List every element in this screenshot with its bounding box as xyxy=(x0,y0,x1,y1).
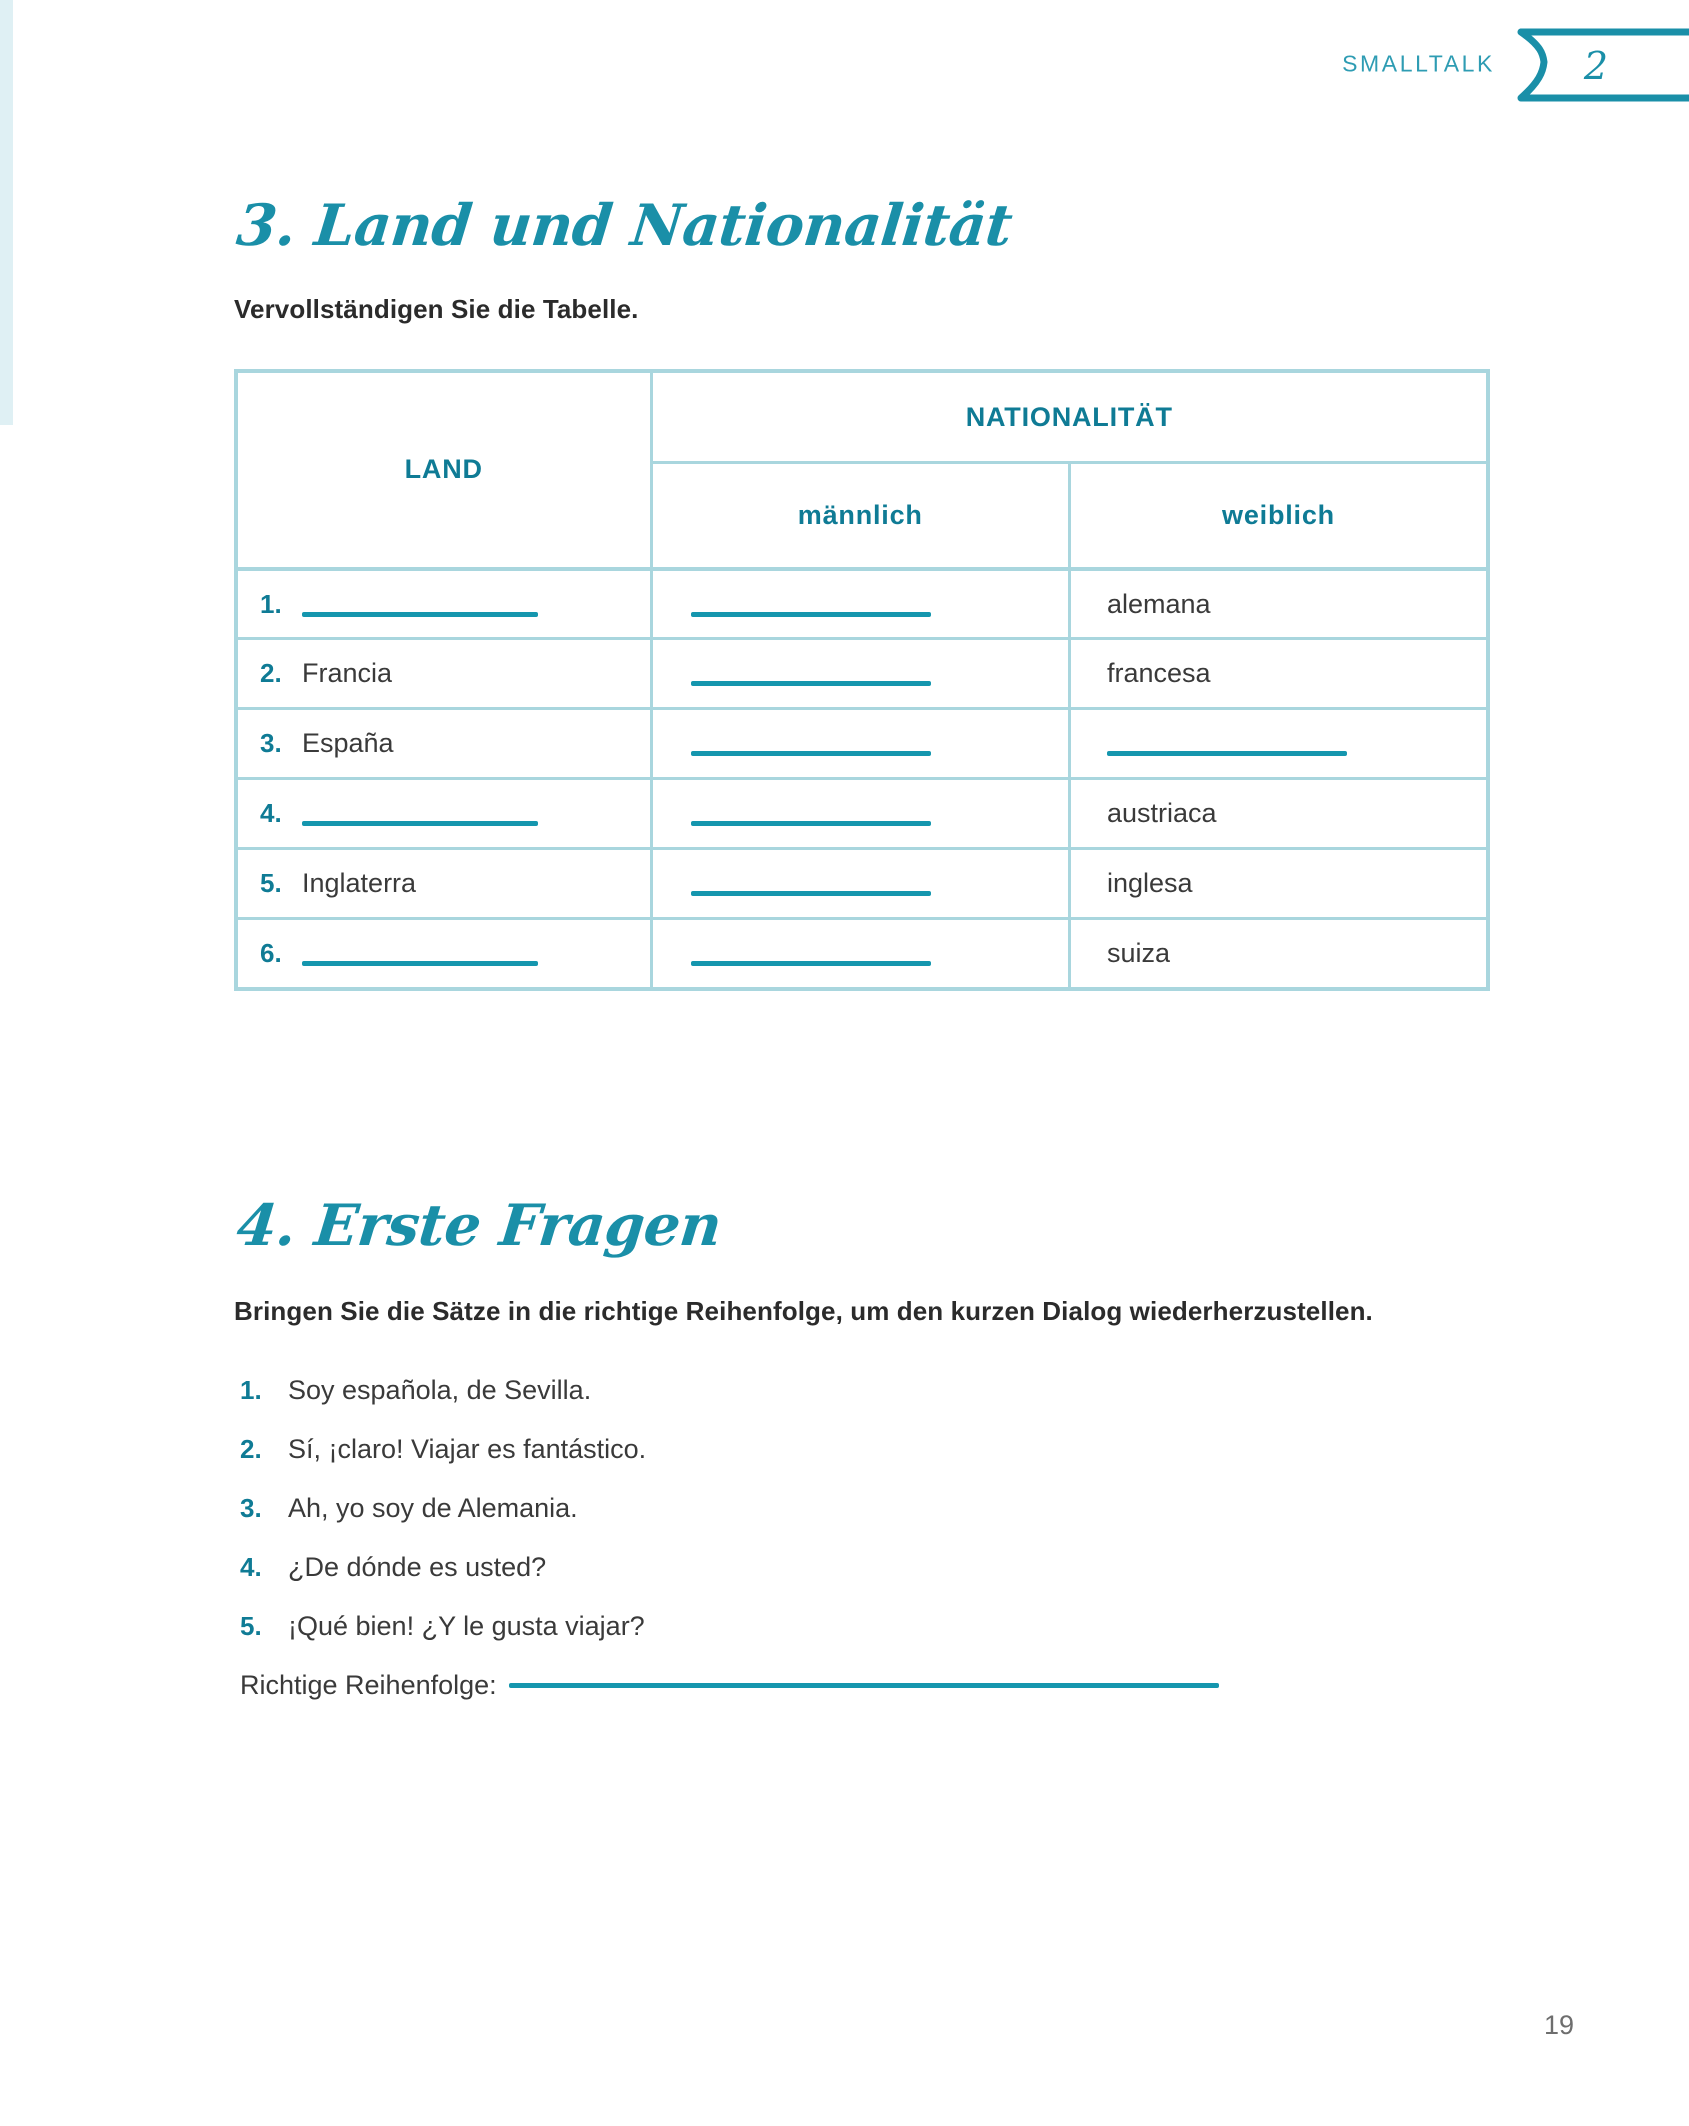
cell-maennlich-1[interactable] xyxy=(651,569,1070,639)
cell-land-4[interactable] xyxy=(236,779,651,849)
list-item[interactable] xyxy=(240,1552,1490,1583)
cell-land-3 xyxy=(236,709,651,779)
sentence-text-5: ¡Qué bien! ¿Y le gusta viajar? xyxy=(288,1610,645,1641)
blank-line-land-4[interactable] xyxy=(302,821,538,826)
row-number-1: 1. xyxy=(260,588,282,619)
cell-maennlich-2[interactable] xyxy=(651,639,1070,709)
answer-blank-line[interactable] xyxy=(509,1683,1219,1688)
cell-land-1[interactable] xyxy=(236,569,651,639)
value-land-2: Francia xyxy=(302,658,393,689)
blank-line-maennlich-4[interactable] xyxy=(691,821,931,826)
cell-weiblich-6 xyxy=(1070,919,1489,989)
cell-weiblich-4 xyxy=(1070,779,1489,849)
sentence-list xyxy=(234,1375,1490,1642)
answer-row xyxy=(234,1670,1490,1701)
row-number-4: 4. xyxy=(260,798,282,829)
list-item[interactable] xyxy=(240,1493,1490,1524)
column-header-land: LAND xyxy=(236,371,651,569)
exercise-3-heading: 3. Land und Nationalität xyxy=(233,192,1016,259)
value-land-3: España xyxy=(302,728,394,759)
column-header-nationalitaet: NATIONALITÄT xyxy=(651,371,1488,463)
blank-line-maennlich-1[interactable] xyxy=(691,612,931,617)
exercise-4 xyxy=(233,1192,1490,1701)
table-row xyxy=(236,569,1488,639)
sentence-number-3: 3. xyxy=(240,1492,262,1523)
column-header-maennlich: männlich xyxy=(651,463,1070,569)
cell-land-5 xyxy=(236,849,651,919)
list-item[interactable] xyxy=(240,1375,1490,1406)
page-number: 19 xyxy=(1543,2010,1574,2040)
value-weiblich-2: francesa xyxy=(1107,658,1211,689)
table-row xyxy=(236,849,1488,919)
cell-weiblich-5 xyxy=(1070,849,1489,919)
table-head xyxy=(236,371,1488,569)
value-weiblich-4: austriaca xyxy=(1107,798,1217,829)
table-row xyxy=(236,919,1488,989)
chapter-number: 2 xyxy=(1583,44,1609,89)
row-number-2: 2. xyxy=(260,658,282,689)
sentence-number-2: 2. xyxy=(240,1433,262,1464)
value-weiblich-1: alemana xyxy=(1107,588,1211,619)
cell-maennlich-6[interactable] xyxy=(651,919,1070,989)
sentence-number-5: 5. xyxy=(240,1610,262,1641)
cell-land-2 xyxy=(236,639,651,709)
answer-label: Richtige Reihenfolge: xyxy=(240,1669,497,1700)
cell-weiblich-3[interactable] xyxy=(1070,709,1489,779)
sentence-text-4: ¿De dónde es usted? xyxy=(288,1551,547,1582)
sentence-number-1: 1. xyxy=(240,1374,262,1405)
cell-weiblich-2 xyxy=(1070,639,1489,709)
value-weiblich-5: inglesa xyxy=(1107,868,1193,899)
row-number-5: 5. xyxy=(260,868,282,899)
sentence-number-4: 4. xyxy=(240,1551,262,1582)
value-weiblich-6: suiza xyxy=(1107,938,1171,969)
blank-line-weiblich-3[interactable] xyxy=(1107,751,1347,756)
exercise-3 xyxy=(233,192,1490,991)
blank-line-maennlich-6[interactable] xyxy=(691,961,931,966)
cell-land-6[interactable] xyxy=(236,919,651,989)
cell-weiblich-1 xyxy=(1070,569,1489,639)
list-item[interactable] xyxy=(240,1434,1490,1465)
column-header-weiblich: weiblich xyxy=(1070,463,1489,569)
blank-line-maennlich-3[interactable] xyxy=(691,751,931,756)
sentence-text-3: Ah, yo soy de Alemania. xyxy=(288,1492,578,1523)
sentence-text-1: Soy española, de Sevilla. xyxy=(288,1374,592,1405)
sentence-text-2: Sí, ¡claro! Viajar es fantástico. xyxy=(288,1433,647,1464)
cell-maennlich-3[interactable] xyxy=(651,709,1070,779)
value-land-5: Inglaterra xyxy=(302,868,417,899)
exercise-4-heading: 4. Erste Fragen xyxy=(233,1192,725,1259)
table-row xyxy=(236,639,1488,709)
table-row xyxy=(236,779,1488,849)
blank-line-land-1[interactable] xyxy=(302,612,538,617)
blank-line-land-6[interactable] xyxy=(302,961,538,966)
exercise-3-instruction: Vervollständigen Sie die Tabelle. xyxy=(234,293,639,324)
land-nationalitaet-table xyxy=(234,369,1490,991)
section-label: SMALLTALK xyxy=(1342,50,1495,77)
list-item[interactable] xyxy=(240,1611,1490,1642)
cell-maennlich-4[interactable] xyxy=(651,779,1070,849)
table-header-row-primary xyxy=(236,371,1488,463)
page-header xyxy=(0,0,1689,130)
exercise-4-instruction: Bringen Sie die Sätze in die richtige Reihenfolge, um den kurzen Dialog wiederherzustellen. xyxy=(234,1295,1373,1326)
blank-line-maennlich-5[interactable] xyxy=(691,891,931,896)
row-number-3: 3. xyxy=(260,728,282,759)
cell-maennlich-5[interactable] xyxy=(651,849,1070,919)
chapter-ribbon-icon xyxy=(1503,28,1689,102)
table-body xyxy=(236,569,1488,989)
table-row xyxy=(236,709,1488,779)
blank-line-maennlich-2[interactable] xyxy=(691,681,931,686)
row-number-6: 6. xyxy=(260,938,282,969)
